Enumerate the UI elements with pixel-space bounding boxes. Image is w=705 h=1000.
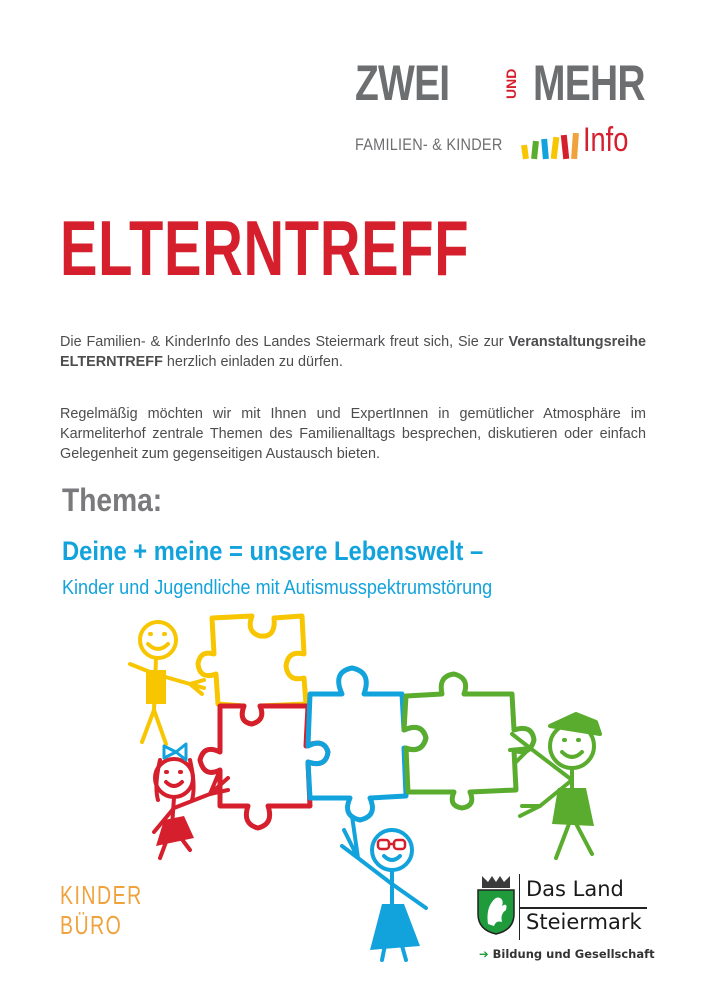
blue-puzzle-piece-icon: [308, 668, 426, 820]
topic-subheading: Kinder und Jugendliche mit Autismusspektrumstörung: [62, 576, 493, 599]
intro-text-2: herzlich einladen zu dürfen.: [162, 354, 343, 370]
intro-text-1: Die Familien- & KinderInfo des Landes Steiermark freut sich, Sie zur: [60, 334, 509, 350]
logo-word-mehr: MEHR: [533, 55, 645, 111]
intro-paragraph: [60, 332, 646, 372]
logo-subtitle: FAMILIEN- & KINDER: [355, 135, 503, 154]
topic-heading: Deine + meine = unsere Lebenswelt –: [62, 536, 484, 566]
yellow-child-figure-icon: [130, 622, 204, 744]
kinderbuero-line1: KINDER: [60, 880, 143, 910]
logo-color-bars-icon: [520, 131, 580, 161]
puzzle-children-illustration: [120, 610, 660, 1000]
page-title: ELTERNTREFF: [60, 204, 470, 292]
department-name: Bildung und Gesellschaft: [492, 947, 655, 961]
logo-word-und: UND: [503, 68, 519, 100]
description-paragraph: Regelmäßig möchten wir mit Ihnen und ExpertInnen in gemütlicher Atmosphäre im Karmeliterhof zentrale Themen des Familienalltags besprechen, diskutieren oder einfach Gelegenheit zum gegenseitigen Austausch bieten.: [60, 406, 646, 462]
red-glasses-icon: [378, 840, 405, 849]
das-land-line1: Das Land: [526, 877, 624, 901]
department-line: [479, 947, 655, 961]
arrow-right-icon: ➔: [479, 947, 489, 961]
das-land-divider: [519, 907, 647, 909]
green-puzzle-piece-icon: [404, 674, 534, 808]
das-land-line2: Steiermark: [526, 910, 642, 934]
kinderbuero-logo: [60, 880, 180, 950]
green-child-figure-icon: [510, 714, 600, 858]
topic-label: Thema:: [62, 482, 163, 518]
blue-child-figure-icon: [342, 816, 426, 960]
logo-info: Info: [583, 121, 629, 159]
kinderbuero-line2: BÜRO: [60, 910, 123, 940]
steiermark-crest-icon: [474, 874, 518, 936]
red-child-figure-icon: [154, 759, 228, 858]
zwei-und-mehr-logo: [355, 55, 655, 180]
intro-bold: Veranstaltungsreihe ELTERNTREFF: [60, 334, 646, 370]
logo-word-zwei: ZWEI: [355, 55, 450, 111]
